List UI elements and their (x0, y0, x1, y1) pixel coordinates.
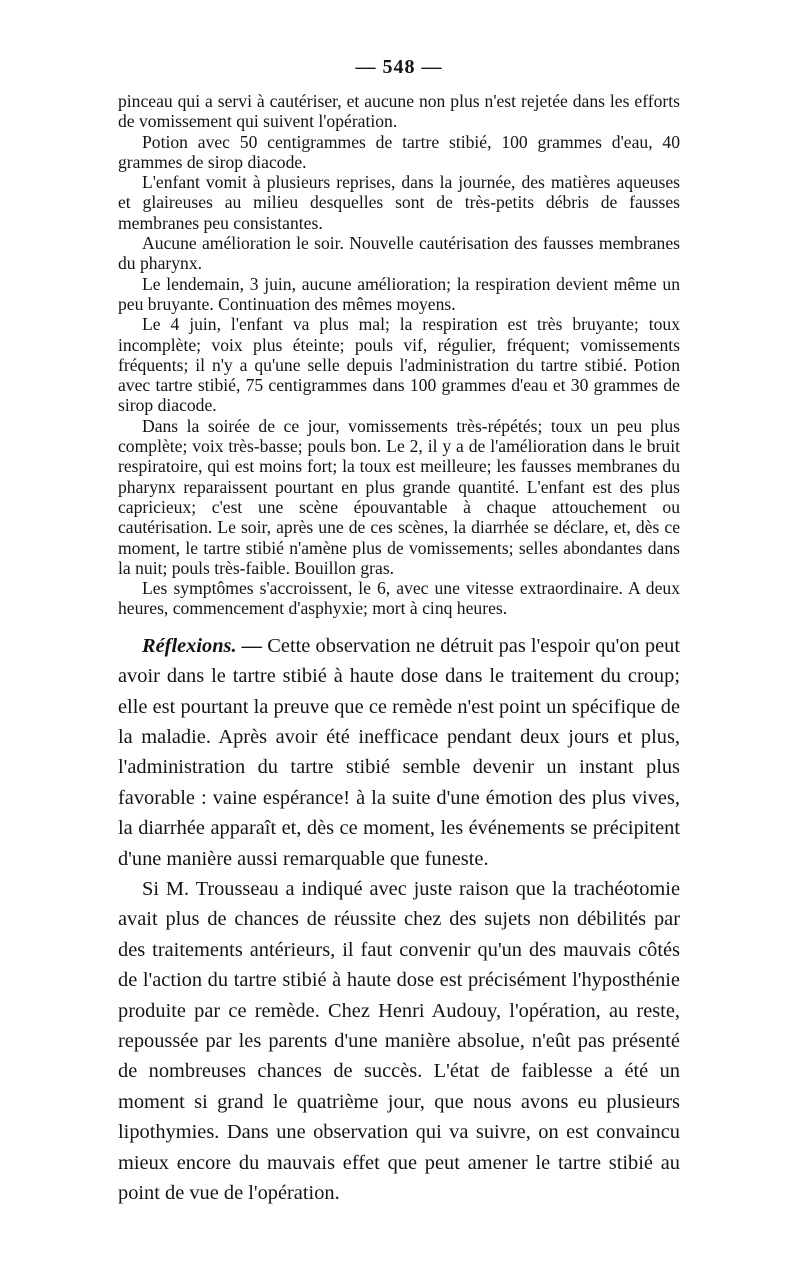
reflexions-paragraph (118, 631, 680, 874)
book-page (118, 56, 680, 1208)
paragraph: L'enfant vomit à plusieurs reprises, dans la journée, des matières aqueuses et glaireuses au milieu desquelles sont de très-petits débris de fausses membranes peu consistantes. (118, 172, 680, 233)
case-observation (118, 91, 680, 619)
paragraph: Potion avec 50 centigrammes de tartre stibié, 100 grammes d'eau, 40 grammes de sirop diacode. (118, 131, 680, 172)
reflexions-heading: Réflexions. — (142, 634, 263, 657)
paragraph: Le 4 juin, l'enfant va plus mal; la respiration est très bruyante; toux incomplète; voix plus éteinte; pouls vif, régulier, fréquent; vomissements fréquents; il n'y a qu'une selle depuis l'administration du tartre stibié. Potion avec tartre stibié, 75 centigrammes dans 100 grammes d'eau et 30 grammes de sirop diacode. (118, 314, 680, 416)
reflexions-text: Cette observation ne détruit pas l'espoir qu'on peut avoir dans le tartre stibié à haute dose dans le traitement du croup; elle est pourtant la preuve que ce remède n'est point un spécifique de la maladie. Après avoir été inefficace pendant deux jours et plus, l'administration du tartre stibié semble devenir un instant plus favorable : vaine espérance! à la suite d'une émotion des plus vives, la diarrhée apparaît et, dès ce moment, les événements se précipitent d'une manière aussi remarquable que funeste. (118, 634, 680, 870)
closing-paragraph: Si M. Trousseau a indiqué avec juste raison que la trachéotomie avait plus de chances de réussite chez des sujets non débilités par des traitements antérieurs, il faut convenir qu'un des mauvais côtés de l'action du tartre stibié à haute dose est précisément l'hyposthénie produite par ce remède. Chez Henri Audouy, l'opération, au reste, repoussée par les parents d'une manière absolue, n'eût pas présenté de nombreuses chances de succès. L'état de faiblesse a été un moment si grand le quatrième jour, que nous avons eu plusieurs lipothymies. Dans une observation qui va suivre, on est convaincu mieux encore du mauvais effet que peut amener le tartre stibié au point de vue de l'opération. (118, 877, 680, 1205)
paragraph: Le lendemain, 3 juin, aucune amélioration; la respiration devient même un peu bruyante. Continuation des mêmes moyens. (118, 273, 680, 314)
paragraph: Aucune amélioration le soir. Nouvelle cautérisation des fausses membranes du pharynx. (118, 233, 680, 274)
reflexions-section (118, 631, 680, 1209)
paragraph: Les symptômes s'accroissent, le 6, avec une vitesse extraordinaire. A deux heures, commencement d'asphyxie; mort à cinq heures. (118, 578, 680, 619)
paragraph: pinceau qui a servi à cautériser, et aucune non plus n'est rejetée dans les efforts de vomissement qui suivent l'opération. (118, 91, 680, 132)
paragraph: Dans la soirée de ce jour, vomissements très-répétés; toux un peu plus complète; voix très-basse; pouls bon. Le 2, il y a de l'amélioration dans le bruit respiratoire, qui est moins fort; la toux est meilleure; les fausses membranes du pharynx reparaissent pourtant en plus grande quantité. L'enfant est des plus capricieux; c'est une scène épouvantable à chaque attouchement ou cautérisation. Le soir, après une de ces scènes, la diarrhée se déclare, et, dès ce moment, le tartre stibié n'amène plus de vomissements; selles abondantes dans la nuit; pouls très-faible. Bouillon gras. (118, 415, 680, 578)
page-number: — 548 — (355, 56, 443, 78)
